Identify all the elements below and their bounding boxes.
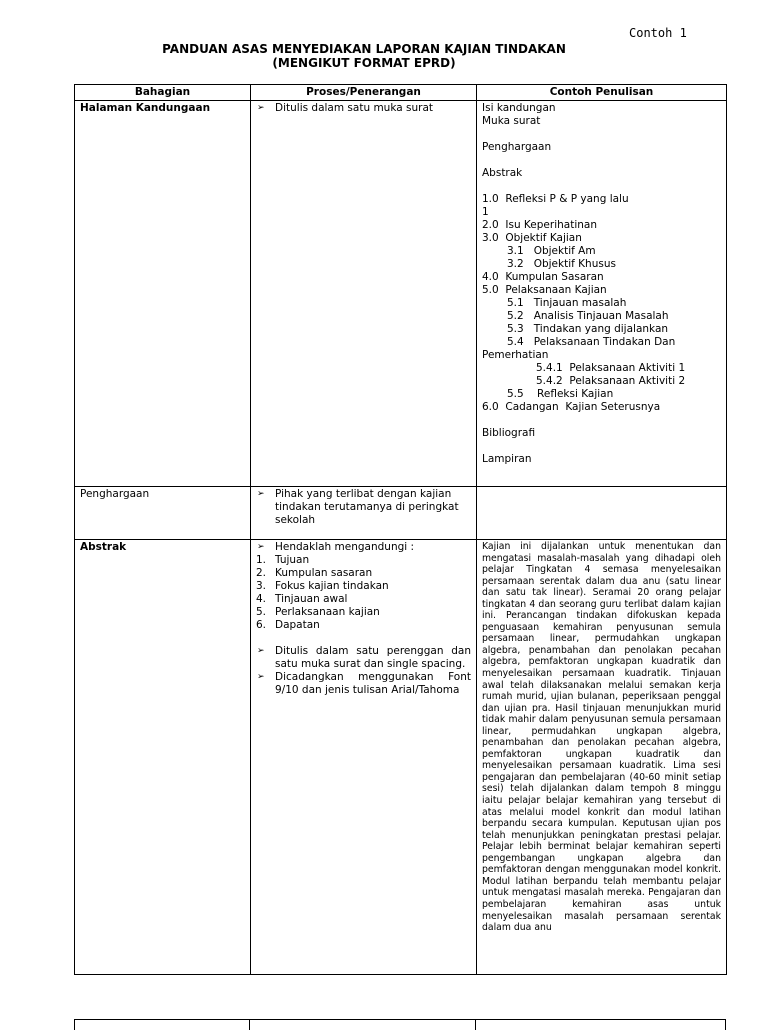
- document-title: [74, 42, 654, 70]
- toc-line: Bibliografi: [482, 427, 536, 439]
- process-cell: [251, 487, 477, 540]
- toc-line: 5.4.2 Pelaksanaan Aktiviti 2: [536, 375, 686, 387]
- header-bahagian: Bahagian: [75, 85, 251, 101]
- toc-line: 1.0 Refleksi P & P yang lalu: [482, 193, 629, 205]
- toc-line: 5.4 Pelaksanaan Tindakan Dan: [507, 336, 676, 348]
- page-label: Contoh 1: [629, 26, 687, 40]
- list-item: ➢ Hendaklah mengandungi :: [256, 541, 471, 554]
- toc-line: 5.5 Refleksi Kajian: [507, 388, 614, 400]
- list-item: ➢ Ditulis dalam satu muka surat: [256, 102, 471, 115]
- list-item: ➢ Pihak yang terlibat dengan kajian tindakan terutamanya di peringkat sekolah: [256, 488, 471, 527]
- toc-line: 3.1 Objektif Am: [507, 245, 596, 257]
- list-item: ➢ Ditulis dalam satu perenggan dan satu muka surat dan single spacing.: [256, 645, 471, 671]
- header-contoh: Contoh Penulisan: [477, 85, 727, 101]
- title-line-2: (MENGIKUT FORMAT EPRD): [272, 56, 456, 70]
- toc-line: 6.0 Cadangan Kajian Seterusnya: [482, 401, 661, 413]
- toc-line: 1: [482, 206, 489, 218]
- bullet-list: [256, 102, 471, 115]
- toc-line: 5.4.1 Pelaksanaan Aktiviti 1: [536, 362, 686, 374]
- spacer: [482, 440, 721, 453]
- toc-line: 3.0 Objektif Kajian: [482, 232, 582, 244]
- toc-line: Lampiran: [482, 453, 532, 465]
- guide-table: [74, 84, 727, 975]
- toc-line: Abstrak: [482, 167, 523, 179]
- list-item: 5. Perlaksanaan kajian: [256, 606, 380, 618]
- section-cell: Penghargaan: [75, 487, 251, 540]
- list-item: 6. Dapatan: [256, 619, 320, 631]
- bullet-list: [256, 645, 471, 697]
- title-line-1: PANDUAN ASAS MENYEDIAKAN LAPORAN KAJIAN TINDAKAN: [162, 42, 566, 56]
- spacer: [482, 154, 721, 167]
- list-item: 2. Kumpulan sasaran: [256, 567, 373, 579]
- spacer: [256, 632, 471, 645]
- example-cell: [477, 487, 727, 540]
- list-item: 3. Fokus kajian tindakan: [256, 580, 389, 592]
- bullet-list: [256, 541, 471, 554]
- example-cell: [477, 101, 727, 487]
- table-row-kandungan: [75, 101, 727, 487]
- abstract-example-text: Kajian ini dijalankan untuk menentukan dan mengatasi masalah-masalah yang dihadapi oleh pelajar Tingkatan 4 semasa menyelesaikan persamaan serentak dalam dua anu (satu linear dan satu tak linear). Seramai 20 orang pelajar tingkatan 4 dan seorang guru terlibat dalam kajian ini. Perancangan tindakan difokuskan kepada penguasaan kemahiran penyusunan semula persamaan linear, permudahkan ungkapan algebra, penambahan dan penolakan pecahan algebra, pemfaktoran ungkapan kuadratik dan menyelesaikan persamaan kuadratik. Tinjauan awal telah dilaksanakan melalui semakan kerja rumah murid, ujian bulanan, peperiksaan penggal dan ujian pra. Hasil tinjauan menunjukkan murid tidak mahir dalam penyusunan semula persamaan linear, permudahkan ungkapan algebra, penambahan dan penolakan pecahan algebra, pemfaktoran ungkapan kuadratik dan menyelesaikan persamaan kuadratik. Lima sesi pengajaran dan pembelajaran (40-60 minit setiap sesi) telah dijalankan dalam tempoh 8 minggu iaitu pelajar belajar kemahiran yang tersebut di atas melalui model konkrit dan modul latihan berpandu secara kumpulan. Keputusan ujian pos telah menunjukkan peningkatan prestasi pelajar. Pelajar lebih berminat belajar kemahiran seperti pengembangan ungkapan algebra dan pemfaktoran dengan menggunakan model konkrit. Modul latihan berpandu telah membantu pelajar untuk mengatasi masalah mereka. Pengajaran dan pembelajaran kemahiran asas untuk menyelesaikan masalah persamaan serentak dalam dua anu: [477, 540, 727, 975]
- list-item: ➢ Dicadangkan menggunakan Font 9/10 dan jenis tulisan Arial/Tahoma: [256, 671, 471, 697]
- toc-line: 4.0 Kumpulan Sasaran: [482, 271, 604, 283]
- toc-line: 5.3 Tindakan yang dijalankan: [507, 323, 669, 335]
- toc-line: Penghargaan: [482, 141, 552, 153]
- toc-line: 2.0 Isu Keperihatinan: [482, 219, 597, 231]
- spacer: [482, 128, 721, 141]
- table-row-abstrak: [75, 540, 727, 975]
- numbered-list: [256, 554, 471, 632]
- next-page-table-edge: [74, 1019, 726, 1030]
- list-item: 1. Tujuan: [256, 554, 310, 566]
- toc-line: Isi kandungan: [482, 102, 556, 114]
- header-row: [75, 85, 727, 101]
- toc-line: Pemerhatian: [482, 349, 549, 361]
- process-cell: [251, 101, 477, 487]
- toc-line: Muka surat: [482, 115, 541, 127]
- section-cell: Abstrak: [75, 540, 251, 975]
- toc-line: 5.1 Tinjauan masalah: [507, 297, 627, 309]
- process-cell: [251, 540, 477, 975]
- list-item: 4. Tinjauan awal: [256, 593, 348, 605]
- toc-line: 5.2 Analisis Tinjauan Masalah: [507, 310, 669, 322]
- table-row-penghargaan: [75, 487, 727, 540]
- toc-line: 5.0 Pelaksanaan Kajian: [482, 284, 607, 296]
- spacer: [482, 414, 721, 427]
- toc-line: 3.2 Objektif Khusus: [507, 258, 616, 270]
- spacer: [482, 180, 721, 193]
- section-cell: Halaman Kandungaan: [75, 101, 251, 487]
- bullet-list: [256, 488, 471, 527]
- header-proses: Proses/Penerangan: [251, 85, 477, 101]
